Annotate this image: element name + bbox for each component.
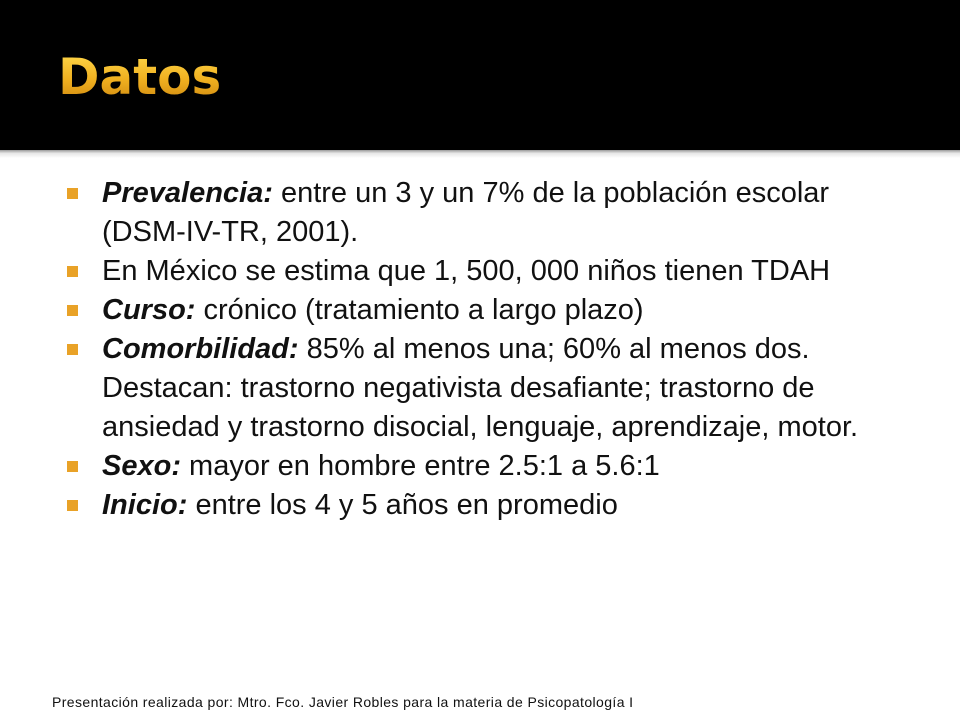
bullet-item-prevalencia: [64, 174, 914, 252]
bullet-term: Sexo:: [102, 450, 181, 482]
square-bullet-icon: [67, 266, 78, 277]
square-bullet-icon: [67, 188, 78, 199]
square-bullet-icon: [67, 305, 78, 316]
slide-title: Datos: [58, 48, 222, 106]
bullet-text: 85% al menos una; 60% al menos dos. Destacan: trastorno negativista desafiante; trastorno de ansiedad y trastorno disocial, lenguaje, aprendizaje, motor.: [102, 333, 859, 443]
bullet-term: Inicio:: [102, 489, 188, 521]
bullet-item-mexico: [64, 252, 914, 291]
bullet-term: Prevalencia:: [102, 177, 273, 209]
bullet-term: Comorbilidad:: [102, 333, 299, 365]
square-bullet-icon: [67, 461, 78, 472]
bullet-text: entre los 4 y 5 años en promedio: [187, 489, 618, 521]
title-divider: [0, 150, 960, 158]
bullet-text: entre un 3 y un 7% de la población escolar (DSM-IV-TR, 2001).: [102, 177, 830, 248]
bullet-text: crónico (tratamiento a largo plazo): [195, 294, 644, 326]
square-bullet-icon: [67, 344, 78, 355]
bullet-text: En México se estima que 1, 500, 000 niños tienen TDAH: [102, 255, 831, 287]
bullet-item-inicio: [64, 486, 914, 525]
bullet-item-curso: [64, 291, 914, 330]
square-bullet-icon: [67, 500, 78, 511]
bullet-term: Curso:: [102, 294, 196, 326]
bullet-item-sexo: [64, 447, 914, 486]
bullet-text: mayor en hombre entre 2.5:1 a 5.6:1: [180, 450, 660, 482]
bullet-list: [64, 174, 914, 525]
footer-credit: Presentación realizada por: Mtro. Fco. Javier Robles para la materia de Psicopatología I: [52, 694, 634, 710]
title-band: [0, 0, 960, 150]
bullet-item-comorbilidad: [64, 330, 914, 447]
